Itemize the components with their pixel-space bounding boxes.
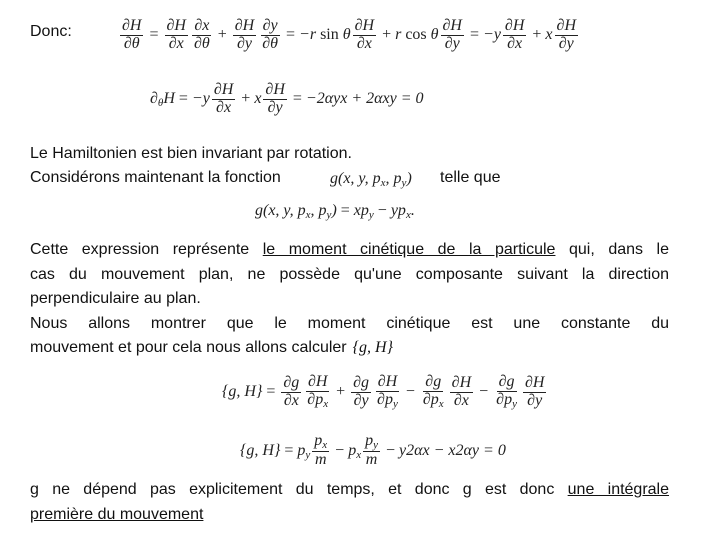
para1-line2-prefix: Considérons maintenant la fonction — [30, 169, 281, 186]
para2-line3: perpendiculaire au plan. — [30, 290, 201, 307]
equation-poisson-result: {g, H} = $p_y$ $\frac{p_x}{m}$ − $p_x$ $\frac{p_y}{m}$ − y2αx − x2αy = 0 — [240, 431, 506, 469]
moment-cinetique-term: le moment cinétique de la particule — [262, 241, 556, 258]
equation-dtheta-H: $\partial_\theta H$ = −y $\frac{\partial H}{\partial x}$ + x $\frac{\partial H}{\partial y}$ = −2αyx + 2αxy = 0 — [150, 80, 424, 116]
integrale-term: une intégrale — [567, 481, 670, 498]
conclusion — [30, 478, 669, 527]
conclusion-line1: g ne dépend pas explicitement du temps, et donc g est donc une intégrale — [30, 481, 670, 498]
conclusion-line2 — [30, 503, 669, 528]
para2-line1: Cette expression représente le moment cinétique de la particule qui, dans le — [30, 241, 670, 258]
para2-line5: mouvement et pour cela nous allons calculer {g, H} — [30, 339, 393, 356]
equation-g-definition: g(x, y, $p_x$, $p_y$) = $xp_y$ − $yp_x$. — [255, 201, 415, 221]
para1-line2-suffix: telle que — [440, 169, 501, 186]
para2-line2: cas du mouvement plan, ne possède qu'une composante suivant la direction — [30, 265, 669, 283]
equation-dH-dtheta: $\frac{\partial H}{\partial\theta}$ = $\frac{\partial H}{\partial x}$ $\frac{\partial x}{\partial\theta}$ + $\frac{\partial H}{\partial y}$ $\frac{\partial y}{\partial\theta}$ = −r sin θ $\frac{\partial H}{\partial x}$ + r cos θ $\frac{\partial H}{\partial y}$ = −y $\frac{\partial H}{\partial x}$ + x $\frac{\partial H}{\partial y}$ — [122, 16, 576, 52]
equation-poisson-bracket: {g, H} = $\frac{\partial g}{\partial x}$ $\frac{\partial H}{\partial p_x}$ + $\frac{\partial g}{\partial y}$ $\frac{\partial H}{\partial p_y}$ − $\frac{\partial g}{\partial p_x}$ $\frac{\partial H}{\partial x}$ − $\frac{\partial g}{\partial p_y}$ $\frac{\partial H}{\partial y}$ — [222, 372, 545, 410]
donc-label: Donc: — [30, 23, 72, 40]
para1-line1: Le Hamiltonien est bien invariant par rotation. — [30, 145, 352, 162]
para2 — [30, 238, 669, 361]
premiere-mouvement-term: première du mouvement — [30, 505, 204, 523]
function-g: g(x, y, $p_x$, $p_y$) — [330, 169, 412, 189]
poisson-bracket-g-H: {g, H} — [352, 339, 393, 356]
para2-line4: Nous allons montrer que le moment cinétique est une constante du — [30, 314, 669, 332]
